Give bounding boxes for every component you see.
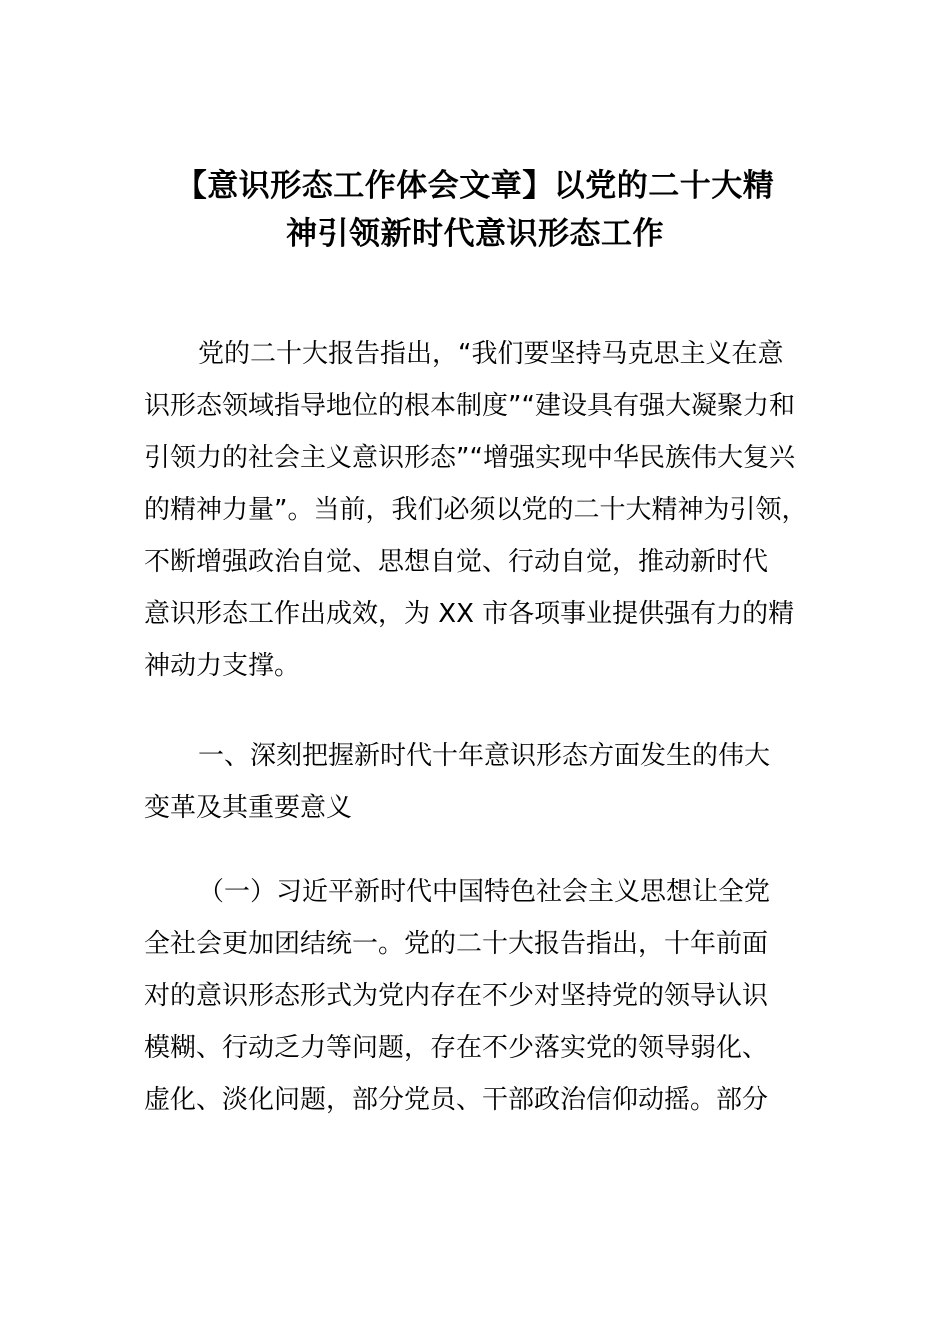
intro-paragraph bbox=[144, 328, 814, 692]
title-line: 神引领新时代意识形态工作 bbox=[286, 216, 664, 252]
paragraph-line: 党的二十大报告指出，“我们要坚持马克思主义在意 bbox=[198, 339, 784, 369]
paragraph-line: 虚化、淡化问题，部分党员、干部政治信仰动摇。部分 bbox=[144, 1085, 769, 1115]
paragraph-line: 对的意识形态形式为党内存在不少对坚持党的领导认识 bbox=[144, 981, 769, 1011]
paragraph-line: 神动力支撑。 bbox=[144, 651, 301, 681]
paragraph-line: 全社会更加团结统一。党的二十大报告指出，十年前面 bbox=[144, 929, 769, 959]
paragraph-line: 模糊、行动乏力等问题，存在不少落实党的领导弱化、 bbox=[144, 1033, 769, 1063]
paragraph-line: （一）习近平新时代中国特色社会主义思想让全党 bbox=[198, 877, 771, 907]
paragraph-line: 不断增强政治自觉、思想自觉、行动自觉，推动新时代 bbox=[144, 547, 769, 577]
document-title bbox=[120, 162, 830, 258]
paragraph-line: 引领力的社会主义意识形态”“增强实现中华民族伟大复兴 bbox=[144, 443, 795, 473]
heading-line: 变革及其重要意义 bbox=[144, 793, 353, 823]
heading-line: 一、深刻把握新时代十年意识形态方面发生的伟大 bbox=[198, 741, 771, 771]
title-line: 【意识形态工作体会文章】以党的二十大精 bbox=[175, 168, 775, 204]
paragraph-line: 的精神力量”。当前，我们必须以党的二十大精神为引领， bbox=[144, 495, 808, 525]
subsection-paragraph bbox=[144, 866, 814, 1126]
paragraph-line: 意识形态工作出成效，为 XX 市各项事业提供强有力的精 bbox=[144, 599, 795, 629]
paragraph-line: 识形态领域指导地位的根本制度”“建设具有强大凝聚力和 bbox=[144, 391, 795, 421]
section-heading-1 bbox=[144, 730, 814, 834]
